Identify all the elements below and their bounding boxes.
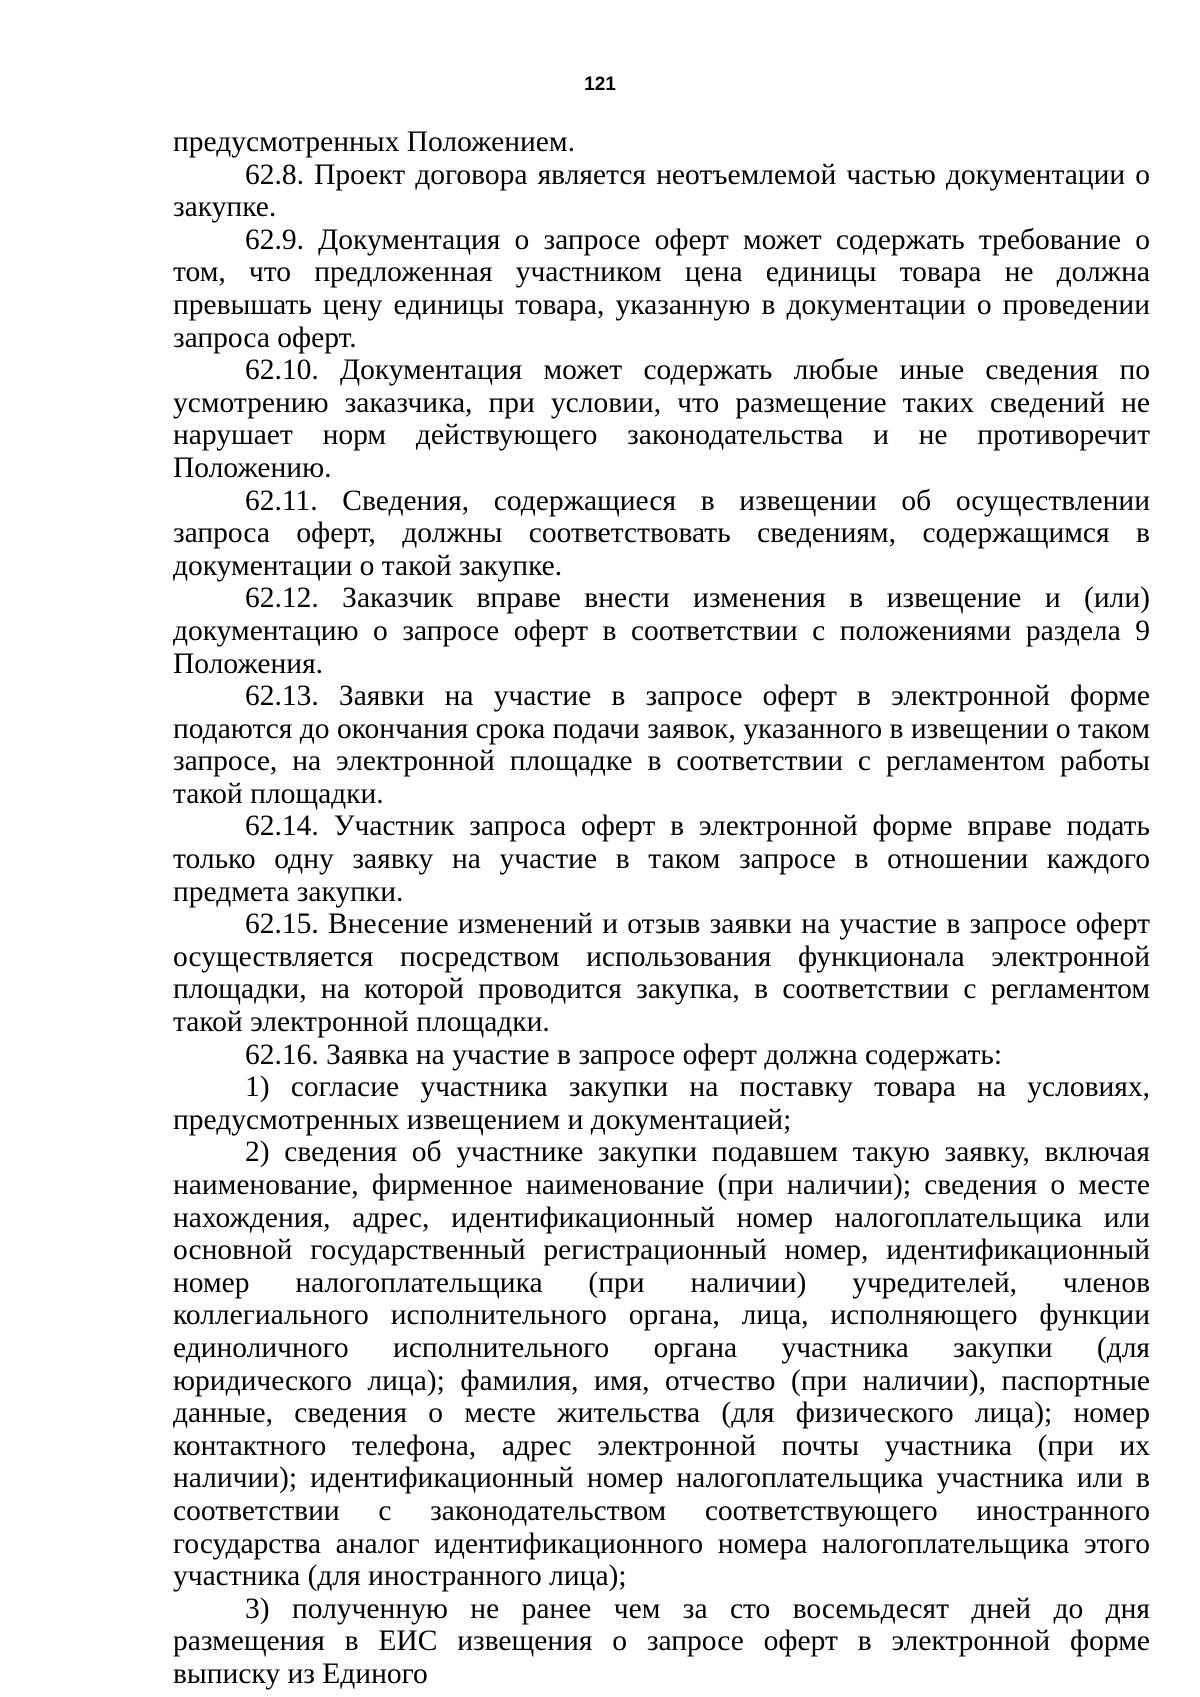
- paragraph: 62.16. Заявка на участие в запросе оферт должна содержать:: [245, 1038, 1003, 1071]
- paragraph: 2) сведения об участнике закупки подавшем такую заявку, включая наименование, фирменное наименование (при наличии); сведения о месте нахождения, адрес, идентификационный номер налогоплательщика или основной государственный регистрационный номер, идентификационный номер налогоплательщика (при наличии) учредителей, членов коллегиального исполнительного органа, лица, исполняющего функции единоличного исполнительного органа участника закупки (для юридического лица); фамилия, имя, отчество (при наличии), паспортные данные, сведения о месте жительства (для физического лица); номер контактного телефона, адрес электронной почты участника (при их наличии); идентификационный номер налогоплательщика участника или в соответствии с законодательством соответствующего иностранного государства аналог идентификационного номера налогоплательщика этого участника (для иностранного лица);: [173, 1136, 1150, 1593]
- document-body: [173, 126, 1150, 1691]
- paragraph: 62.8. Проект договора является неотъемлемой частью документации о закупке.: [173, 158, 1150, 224]
- paragraph: 62.13. Заявки на участие в запросе оферт в электронной форме подаются до окончания срока подачи заявок, указанного в извещении о таком запросе, на электронной площадке в соответствии с регламентом работы такой площадки.: [173, 680, 1150, 810]
- paragraph: 62.10. Документация может содержать любые иные сведения по усмотрению заказчика, при условии, что размещение таких сведений не нарушает норм действующего законодательства и не противоречит Положению.: [173, 354, 1150, 484]
- paragraph: 62.9. Документация о запросе оферт может содержать требование о том, что предложенная участником цена единицы товара не должна превышать цену единицы товара, указанную в документации о проведении запроса оферт.: [173, 223, 1150, 354]
- paragraph: предусмотренных Положением.: [173, 126, 575, 158]
- paragraph: 1) согласие участника закупки на поставку товара на условиях, предусмотренных извещением и документацией;: [173, 1071, 1150, 1136]
- paragraph: 62.14. Участник запроса оферт в электронной форме вправе подать только одну заявку на участие в таком запросе в отношении каждого предмета закупки.: [173, 810, 1150, 908]
- paragraph: 62.12. Заказчик вправе внести изменения в извещение и (или) документацию о запросе оферт в соответствии с положениями раздела 9 Положения.: [173, 582, 1150, 680]
- paragraph: 62.11. Сведения, содержащиеся в извещении об осуществлении запроса оферт, должны соответствовать сведениям, содержащимся в документации о такой закупке.: [173, 484, 1150, 582]
- paragraph: 62.15. Внесение изменений и отзыв заявки на участие в запросе оферт осуществляется посредством использования функционала электронной площадки, на которой проводится закупка, в соответствии с регламентом такой электронной площадки.: [173, 908, 1150, 1039]
- page-number: 121: [584, 74, 616, 95]
- paragraph: 3) полученную не ранее чем за сто восемьдесят дней до дня размещения в ЕИС извещения о запросе оферт в электронной форме выписку из Единого: [173, 1592, 1150, 1690]
